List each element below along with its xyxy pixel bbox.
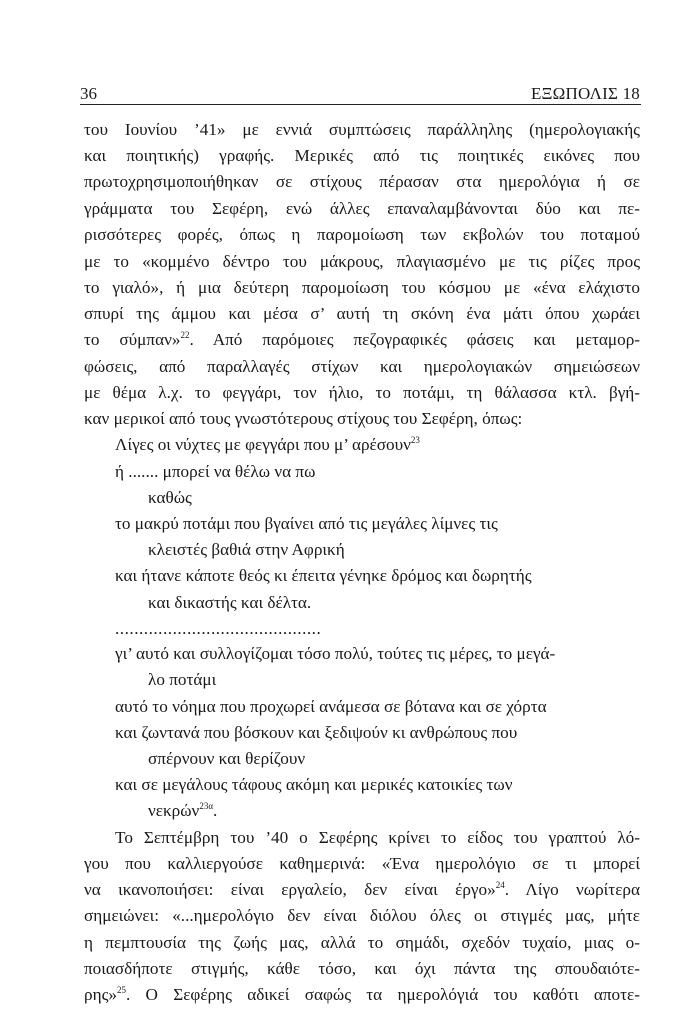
poem-line (115, 434, 420, 456)
text-line: γου που καλλιεργούσε καθημερινά: «Ένα ημερολόγιο σε τι μπορεί (84, 854, 640, 873)
poem-line: γι’ αυτό και συλλογίζομαι τόσο πολύ, τούτες τις μέρες, το μεγά- (115, 644, 556, 663)
poem-line: ή ....... μπορεί να θέλω να πω (115, 462, 316, 481)
poem-line (148, 800, 217, 822)
text-run: . Λίγο νωρίτερα (504, 880, 640, 899)
text-line: ποιασδήποτε στιγμής, κάθε τόσο, και όχι πάντα της σπουδαιότε- (84, 959, 640, 978)
header-rule (80, 104, 641, 105)
poem-line: κλειστές βαθιά στην Αφρική (148, 540, 345, 559)
text-run: νεκρών (148, 801, 200, 820)
poem-line: καθώς (148, 488, 192, 507)
text-run: . Από παρόμοιες πεζογραφικές φάσεις και μεταμορ- (189, 330, 640, 349)
text-line (84, 879, 640, 901)
poem-line: και ήτανε κάποτε θεός κι έπειτα γένηκε δρόμος και δωρητής (115, 566, 532, 585)
poem-line: και ζωντανά που βόσκουν και ξεδιψούν κι ανθρώπους που (115, 723, 518, 742)
footnote-ref: 22 (180, 330, 190, 340)
poem-ellipsis: ........................................... (115, 619, 322, 638)
text-line: με θέμα λ.χ. το φεγγάρι, τον ήλιο, το ποτάμι, τη θάλασσα κτλ. βγή- (84, 383, 640, 402)
text-run: . Ο Σεφέρης αδικεί σαφώς τα ημερολόγιά του καθότι αποτε- (125, 985, 640, 1004)
text-line: γράμματα του Σεφέρη, ενώ άλλες επαναλαμβάνονται δύο και πε- (84, 199, 640, 218)
text-line: το γιαλό», ή μια δεύτερη παρομοίωση του κόσμου με «ένα ελάχιστο (84, 278, 640, 297)
text-line: σημειώνει: «...ημερολόγιο δεν είναι διόλου όλες οι στιγμές μας, μήτε (84, 906, 640, 925)
text-line (84, 984, 640, 1006)
text-run: να ικανοποιήσει: είναι εργαλείο, δεν είναι έργο» (84, 880, 496, 899)
text-line: και ποιητικής) γραφής. Μερικές από τις ποιητικές εικόνες που (84, 146, 640, 165)
text-run: το σύμπαν» (84, 330, 181, 349)
page-number: 36 (80, 84, 97, 103)
poem-line: και δικαστής και δέλτα. (148, 593, 312, 612)
text-line: με το «κομμένο δέντρο του μάκρους, πλαγιασμένο με τις ρίζες προς (84, 252, 640, 271)
text-line: Το Σεπτέμβρη του ’40 ο Σεφέρης κρίνει το είδος του γραπτού λό- (115, 828, 640, 847)
poem-line: και σε μεγάλους τάφους ακόμη και μερικές κατοικίες των (115, 775, 513, 794)
poem-line: σπέρνουν και θερίζουν (148, 749, 306, 768)
text-line: του Ιουνίου ’41» με εννιά συμπτώσεις παράλληλης (ημερολογιακής (84, 120, 640, 139)
footnote-ref: 23α (199, 801, 214, 811)
footnote-ref: 23 (410, 435, 420, 445)
text-line: σπυρί της άμμου και μέσα σ’ αυτή τη σκόνη ένα μάτι όπου χωράει (84, 304, 640, 323)
text-line: φώσεις, από παραλλαγές στίχων και ημερολογιακών σημειώσεων (84, 357, 640, 376)
footnote-ref: 24 (495, 880, 505, 890)
text-line: ρισσότερες φορές, όπως η παρομοίωση των εκβολών του ποταμού (84, 225, 640, 244)
text-line: καν μερικοί από τους γνωστότερους στίχους του Σεφέρη, όπως: (84, 409, 523, 428)
text-line: η πεμπτουσία της ζωής μας, αλλά το σημάδι, σχεδόν τυχαίο, μιας ο- (84, 933, 640, 952)
poem-line: το μακρύ ποτάμι που βγαίνει από τις μεγάλες λίμνες τις (115, 514, 498, 533)
text-run: . (213, 801, 218, 820)
journal-title: ΕΞΩΠΟΛΙΣ 18 (530, 84, 640, 103)
text-line (84, 329, 640, 351)
text-line: πρωτοχρησιμοποιήθηκαν σε στίχους πέρασαν στα ημερολόγια ή σε (84, 172, 640, 191)
poem-line: αυτό το νόημα που προχωρεί ανάμεσα σε βότανα και σε χόρτα (115, 697, 547, 716)
text-run: ρης» (84, 985, 117, 1004)
footnote-ref: 25 (116, 985, 126, 995)
running-header (80, 83, 640, 105)
poem-line: λο ποτάμι (148, 670, 217, 689)
text-run: Λίγες οι νύχτες με φεγγάρι που μ’ αρέσουν (115, 435, 411, 454)
